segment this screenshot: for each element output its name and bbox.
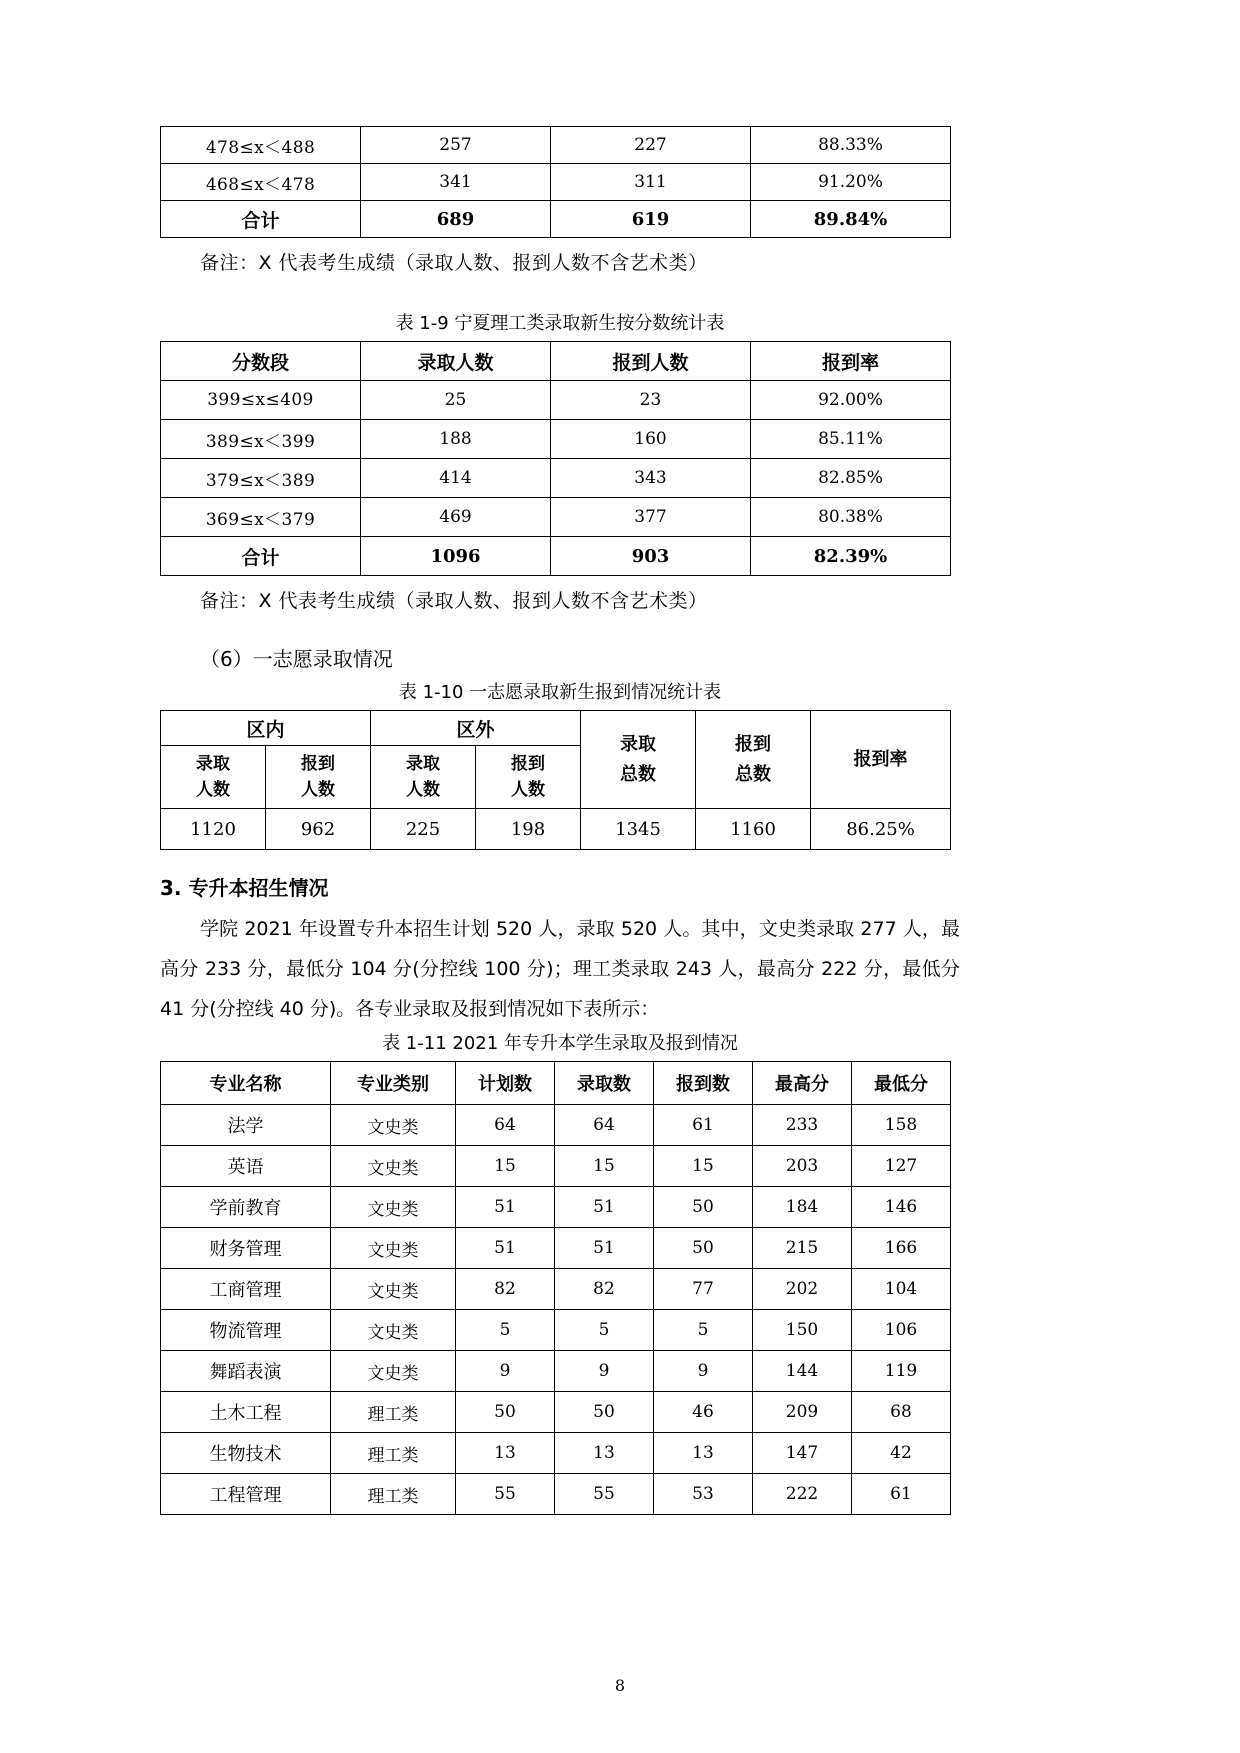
highest-score-cell: 150 xyxy=(753,1310,852,1351)
header-highest: 最高分 xyxy=(753,1062,852,1105)
table-row xyxy=(161,164,951,201)
admitted-cell: 64 xyxy=(555,1105,654,1146)
header-reported: 报到数 xyxy=(654,1062,753,1105)
major-cell: 财务管理 xyxy=(161,1228,331,1269)
total-reported: 903 xyxy=(551,537,751,576)
plan-cell: 82 xyxy=(456,1269,555,1310)
reported-cell: 5 xyxy=(654,1310,753,1351)
table-note: 备注：X 代表考生成绩（录取人数、报到人数不含艺术类） xyxy=(200,252,708,274)
table-row xyxy=(161,1474,951,1515)
score-range-cell: 389≤x＜399 xyxy=(161,420,361,459)
header-admitted: 录取人数 xyxy=(361,342,551,381)
table-row xyxy=(161,1146,951,1187)
table-row xyxy=(161,381,951,420)
admitted-cell: 341 xyxy=(361,164,551,201)
reported-cell: 77 xyxy=(654,1269,753,1310)
table-1-11 xyxy=(160,1061,951,1515)
admitted-cell: 13 xyxy=(555,1433,654,1474)
table-header-row xyxy=(161,342,951,381)
plan-cell: 55 xyxy=(456,1474,555,1515)
category-cell: 文史类 xyxy=(331,1187,456,1228)
table-1-9-caption: 表 1-9 宁夏理工类录取新生按分数统计表 xyxy=(395,313,725,334)
total-reported-cell: 1160 xyxy=(696,809,811,850)
major-cell: 舞蹈表演 xyxy=(161,1351,331,1392)
lowest-score-cell: 127 xyxy=(852,1146,951,1187)
table-row xyxy=(161,1187,951,1228)
outside-reported-cell: 198 xyxy=(476,809,581,850)
major-cell: 工程管理 xyxy=(161,1474,331,1515)
category-cell: 文史类 xyxy=(331,1310,456,1351)
table-row xyxy=(161,420,951,459)
table-row xyxy=(161,459,951,498)
admitted-cell: 25 xyxy=(361,381,551,420)
lowest-score-cell: 158 xyxy=(852,1105,951,1146)
table-row xyxy=(161,1392,951,1433)
plan-cell: 51 xyxy=(456,1228,555,1269)
reported-cell: 53 xyxy=(654,1474,753,1515)
header-score-range: 分数段 xyxy=(161,342,361,381)
table-1-11-caption: 表 1-11 2021 年专升本学生录取及报到情况 xyxy=(382,1033,738,1054)
group-header-outside: 区外 xyxy=(371,711,581,746)
highest-score-cell: 203 xyxy=(753,1146,852,1187)
lowest-score-cell: 42 xyxy=(852,1433,951,1474)
header-total-admitted: 录取 总数 xyxy=(581,711,696,809)
table-note: 备注：X 代表考生成绩（录取人数、报到人数不含艺术类） xyxy=(200,590,708,612)
score-range-cell: 379≤x＜389 xyxy=(161,459,361,498)
plan-cell: 15 xyxy=(456,1146,555,1187)
major-cell: 工商管理 xyxy=(161,1269,331,1310)
category-cell: 文史类 xyxy=(331,1228,456,1269)
table-row xyxy=(161,127,951,164)
lowest-score-cell: 106 xyxy=(852,1310,951,1351)
section-3-paragraph: 学院 2021 年设置专升本招生计划 520 人，录取 520 人。其中，文史类录取 277 人，最高分 233 分，最低分 104 分(分控线 100 分)；理工类录取 243 人，最高分 222 分，最低分 41 分(分控线 40 分)。各专业录取及报到情况如下表所示： xyxy=(160,918,960,1020)
reported-cell: 13 xyxy=(654,1433,753,1474)
rate-cell: 92.00% xyxy=(751,381,951,420)
score-range-cell: 478≤x＜488 xyxy=(161,127,361,164)
header-lowest: 最低分 xyxy=(852,1062,951,1105)
major-cell: 物流管理 xyxy=(161,1310,331,1351)
lowest-score-cell: 166 xyxy=(852,1228,951,1269)
category-cell: 文史类 xyxy=(331,1351,456,1392)
table-header-group-row xyxy=(161,711,951,746)
reported-cell: 343 xyxy=(551,459,751,498)
category-cell: 理工类 xyxy=(331,1392,456,1433)
table-row xyxy=(161,1433,951,1474)
admitted-cell: 51 xyxy=(555,1228,654,1269)
admitted-cell: 51 xyxy=(555,1187,654,1228)
major-cell: 英语 xyxy=(161,1146,331,1187)
header-rate: 报到率 xyxy=(751,342,951,381)
table-row xyxy=(161,1351,951,1392)
rate-cell: 86.25% xyxy=(811,809,951,850)
total-reported: 619 xyxy=(551,201,751,238)
category-cell: 文史类 xyxy=(331,1269,456,1310)
table-row xyxy=(161,498,951,537)
header-rate: 报到率 xyxy=(811,711,951,809)
admitted-cell: 82 xyxy=(555,1269,654,1310)
reported-cell: 50 xyxy=(654,1228,753,1269)
table-total-row xyxy=(161,537,951,576)
category-cell: 文史类 xyxy=(331,1146,456,1187)
header-total-reported: 报到 总数 xyxy=(696,711,811,809)
table-continued xyxy=(160,126,951,238)
header-inside-admitted: 录取 人数 xyxy=(161,746,266,809)
highest-score-cell: 202 xyxy=(753,1269,852,1310)
table-row xyxy=(161,1269,951,1310)
highest-score-cell: 209 xyxy=(753,1392,852,1433)
inside-admitted-cell: 1120 xyxy=(161,809,266,850)
reported-cell: 23 xyxy=(551,381,751,420)
score-range-cell: 399≤x≤409 xyxy=(161,381,361,420)
table-row xyxy=(161,809,951,850)
total-admitted: 1096 xyxy=(361,537,551,576)
total-rate: 89.84% xyxy=(751,201,951,238)
total-label: 合计 xyxy=(161,201,361,238)
major-cell: 土木工程 xyxy=(161,1392,331,1433)
category-cell: 理工类 xyxy=(331,1474,456,1515)
admitted-cell: 5 xyxy=(555,1310,654,1351)
total-admitted: 689 xyxy=(361,201,551,238)
group-header-inside: 区内 xyxy=(161,711,371,746)
table-row xyxy=(161,1228,951,1269)
header-outside-reported: 报到 人数 xyxy=(476,746,581,809)
admitted-cell: 414 xyxy=(361,459,551,498)
admitted-cell: 15 xyxy=(555,1146,654,1187)
lowest-score-cell: 119 xyxy=(852,1351,951,1392)
highest-score-cell: 233 xyxy=(753,1105,852,1146)
highest-score-cell: 147 xyxy=(753,1433,852,1474)
section-heading-3: 3. 专升本招生情况 xyxy=(160,876,329,900)
total-admitted-cell: 1345 xyxy=(581,809,696,850)
category-cell: 文史类 xyxy=(331,1105,456,1146)
plan-cell: 50 xyxy=(456,1392,555,1433)
rate-cell: 82.85% xyxy=(751,459,951,498)
header-outside-admitted: 录取 人数 xyxy=(371,746,476,809)
admitted-cell: 55 xyxy=(555,1474,654,1515)
table-row xyxy=(161,1310,951,1351)
score-range-cell: 369≤x＜379 xyxy=(161,498,361,537)
major-cell: 学前教育 xyxy=(161,1187,331,1228)
page-number: 8 xyxy=(614,1676,626,1695)
reported-cell: 50 xyxy=(654,1187,753,1228)
header-plan: 计划数 xyxy=(456,1062,555,1105)
rate-cell: 88.33% xyxy=(751,127,951,164)
plan-cell: 51 xyxy=(456,1187,555,1228)
rate-cell: 80.38% xyxy=(751,498,951,537)
admitted-cell: 257 xyxy=(361,127,551,164)
category-cell: 理工类 xyxy=(331,1433,456,1474)
major-cell: 法学 xyxy=(161,1105,331,1146)
header-major: 专业名称 xyxy=(161,1062,331,1105)
total-rate: 82.39% xyxy=(751,537,951,576)
admitted-cell: 469 xyxy=(361,498,551,537)
table-total-row xyxy=(161,201,951,238)
score-range-cell: 468≤x＜478 xyxy=(161,164,361,201)
highest-score-cell: 144 xyxy=(753,1351,852,1392)
reported-cell: 9 xyxy=(654,1351,753,1392)
highest-score-cell: 215 xyxy=(753,1228,852,1269)
highest-score-cell: 222 xyxy=(753,1474,852,1515)
header-reported: 报到人数 xyxy=(551,342,751,381)
major-cell: 生物技术 xyxy=(161,1433,331,1474)
plan-cell: 13 xyxy=(456,1433,555,1474)
admitted-cell: 9 xyxy=(555,1351,654,1392)
header-admitted: 录取数 xyxy=(555,1062,654,1105)
rate-cell: 85.11% xyxy=(751,420,951,459)
table-1-10-caption: 表 1-10 一志愿录取新生报到情况统计表 xyxy=(398,682,722,703)
reported-cell: 15 xyxy=(654,1146,753,1187)
reported-cell: 227 xyxy=(551,127,751,164)
rate-cell: 91.20% xyxy=(751,164,951,201)
plan-cell: 9 xyxy=(456,1351,555,1392)
outside-admitted-cell: 225 xyxy=(371,809,476,850)
admitted-cell: 188 xyxy=(361,420,551,459)
reported-cell: 46 xyxy=(654,1392,753,1433)
page-content xyxy=(160,126,960,1515)
subsection-heading-6: （6）一志愿录取情况 xyxy=(200,647,393,671)
admitted-cell: 50 xyxy=(555,1392,654,1433)
table-1-10 xyxy=(160,710,951,850)
reported-cell: 311 xyxy=(551,164,751,201)
table-header-row xyxy=(161,1062,951,1105)
lowest-score-cell: 68 xyxy=(852,1392,951,1433)
plan-cell: 64 xyxy=(456,1105,555,1146)
header-category: 专业类别 xyxy=(331,1062,456,1105)
lowest-score-cell: 61 xyxy=(852,1474,951,1515)
total-label: 合计 xyxy=(161,537,361,576)
table-row xyxy=(161,1105,951,1146)
plan-cell: 5 xyxy=(456,1310,555,1351)
reported-cell: 61 xyxy=(654,1105,753,1146)
table-1-9 xyxy=(160,341,951,576)
lowest-score-cell: 104 xyxy=(852,1269,951,1310)
inside-reported-cell: 962 xyxy=(266,809,371,850)
reported-cell: 377 xyxy=(551,498,751,537)
header-inside-reported: 报到 人数 xyxy=(266,746,371,809)
reported-cell: 160 xyxy=(551,420,751,459)
highest-score-cell: 184 xyxy=(753,1187,852,1228)
spacer xyxy=(160,275,960,309)
lowest-score-cell: 146 xyxy=(852,1187,951,1228)
